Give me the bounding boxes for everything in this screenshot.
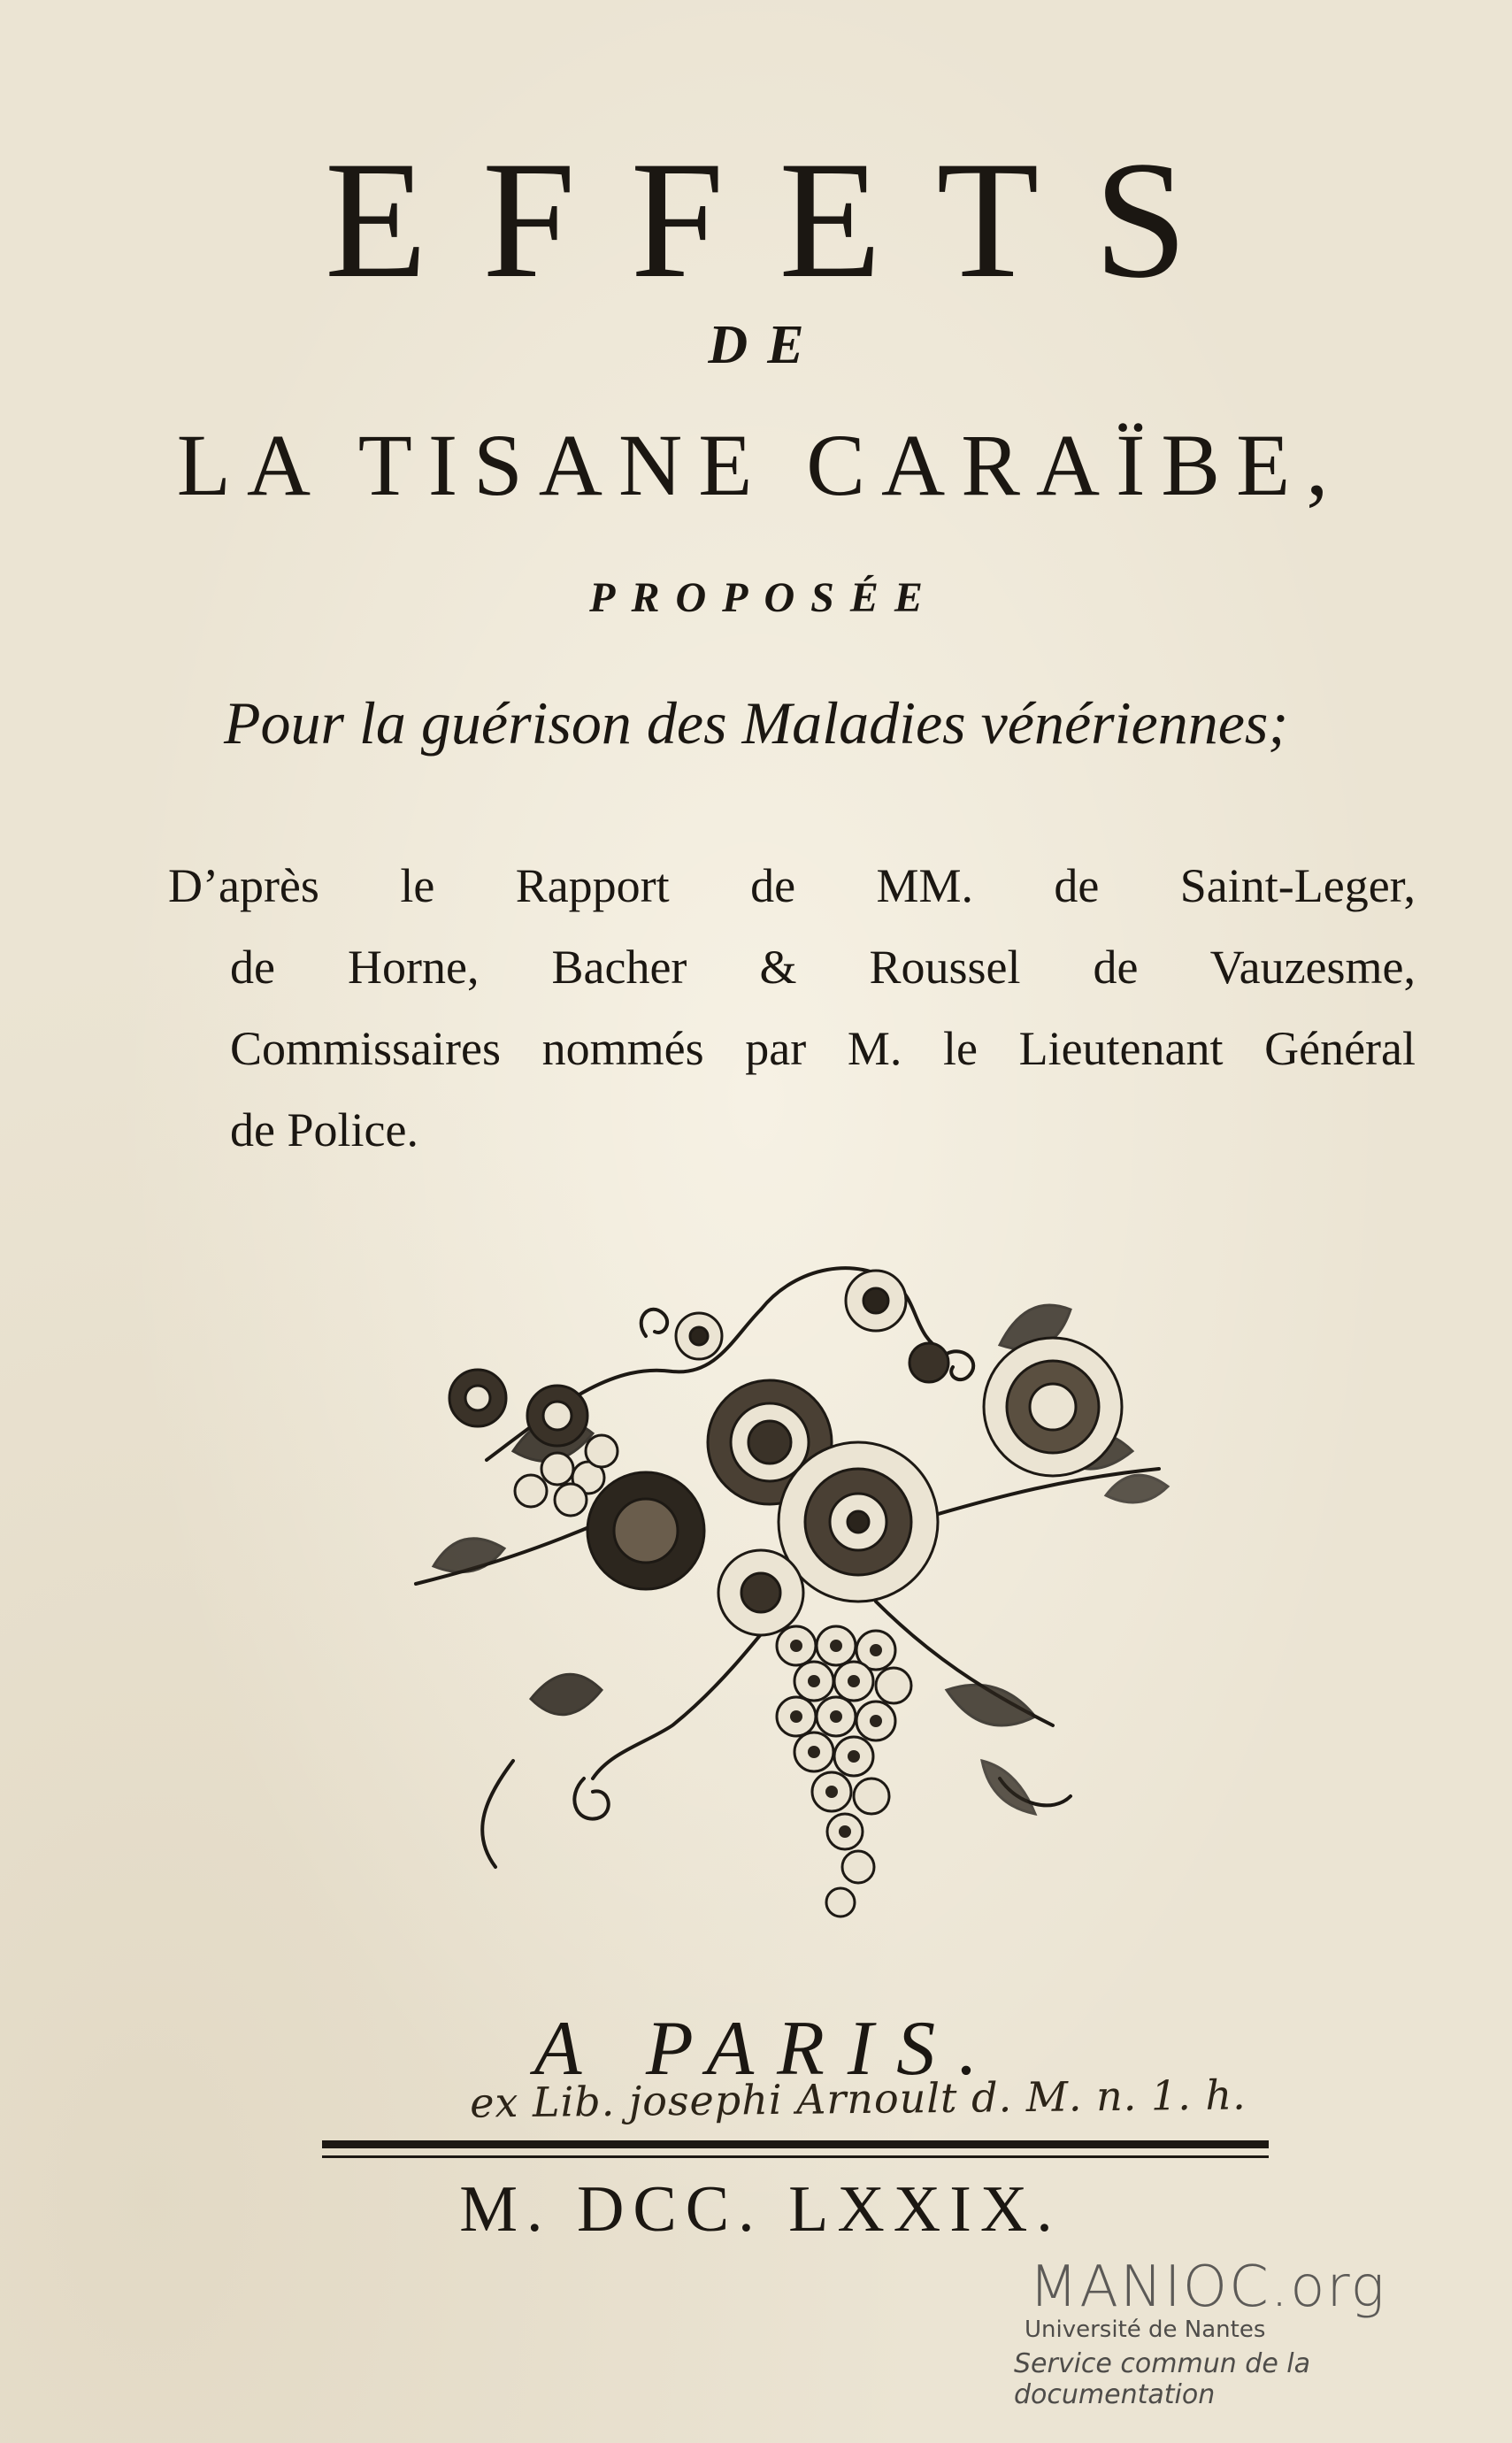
book-title: EFFETS — [324, 127, 1243, 313]
watermark-institution: Université de Nantes — [1025, 2316, 1266, 2343]
imprint-year: M. DCC. LXXIX. — [459, 2173, 1062, 2246]
watermark-service: Service commun de la documentation — [1014, 2348, 1311, 2410]
imprint-rule-thick — [322, 2140, 1269, 2148]
imprint-rule-thin — [322, 2155, 1269, 2158]
title-connector: DE — [708, 315, 824, 375]
imprint-place: A PARIS. — [533, 2006, 1002, 2092]
report-line-4: de Police. — [230, 1103, 418, 1156]
purpose-line: Pour la guérison des Maladies vénériennes; — [224, 689, 1288, 757]
book-subtitle: LA TISANE CARAÏBE, — [176, 416, 1345, 514]
manioc-logo: MANIOC.org — [1029, 2255, 1386, 2320]
floral-bouquet-ornament — [380, 1230, 1203, 1964]
report-line-2: de Horne, Bacher & Roussel de Vauzesme, — [230, 941, 1416, 994]
report-line-3: Commissaires nommés par M. le Lieutenant Général — [230, 1022, 1416, 1075]
report-paragraph — [168, 845, 1416, 1171]
handwritten-ex-libris: ex Lib. josephi Arnoult d. M. n. 1. h. — [469, 2070, 1247, 2127]
proposed-label: PROPOSÉE — [589, 574, 939, 621]
report-line-1: D’après le Rapport de MM. de Saint-Leger, — [168, 859, 1416, 912]
